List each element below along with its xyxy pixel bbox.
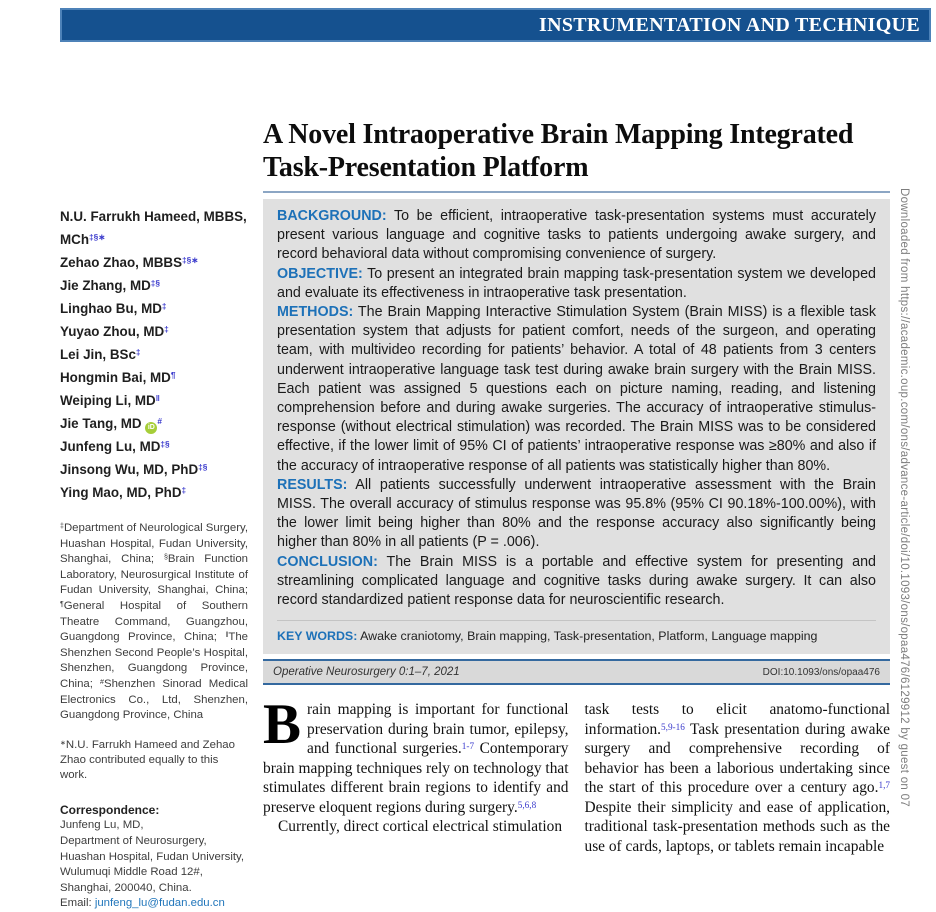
orcid-icon[interactable]: iD bbox=[145, 422, 157, 434]
author-name: Yuyao Zhou, MD‡ bbox=[60, 324, 169, 339]
body-column-left bbox=[263, 693, 569, 856]
superscript-marker: ¶ bbox=[60, 600, 64, 608]
correspondence-block bbox=[60, 803, 248, 912]
email-label: Email: bbox=[60, 897, 95, 910]
affiliation-marker: ‡§∗ bbox=[182, 255, 199, 266]
correspondence-heading: Correspondence: bbox=[60, 802, 160, 817]
body-text bbox=[263, 693, 890, 856]
abstract-section-methods: METHODS: The Brain Mapping Interactive Stimulation System (Brain MISS) is a flexible task presentation system that adjusts for patient comfort, needs of the surgeon, and operating team, with multivideo recording for patients’ behavior. A total of 48 patients from 3 centers underwent intraoperative language task test during awake brain surgery with the Brain MISS. Each patient was assigned 5 questions each on picture naming, reading, and listening comprehension before and during awake surgeries. The accuracy of intraoperative stimulus-response (without electrical stimulation) was recorded. The Brain MISS was to be considered effective, if the lower limit of 95% CI of patients’ intraoperative response was ≥80% and also if the accuracy of intraoperative response of all patients was statistically higher than 80%. bbox=[277, 304, 876, 474]
body-paragraph bbox=[263, 693, 569, 817]
abstract-section-results: RESULTS: All patients successfully underwent intraoperative assessment with the Brain MISS. The overall accuracy of stimulus response was 95.8% (95% CI 90.18%-100.00%), with the lower limit being higher than 80% and the response accuracy also significantly being higher than 80% in all patients (P = .006). bbox=[277, 476, 876, 551]
abstract-section-label: OBJECTIVE: bbox=[277, 265, 363, 282]
author-name: Junfeng Lu, MD‡§ bbox=[60, 439, 170, 454]
abstract-box bbox=[263, 199, 890, 654]
affiliation-marker: ‖ bbox=[155, 393, 160, 404]
abstract-section-label: RESULTS: bbox=[277, 476, 348, 493]
abstract-section-background: BACKGROUND: To be efficient, intraoperative task-presentation systems must accurately present various language and cognitive tasks to patients undergoing awake surgery, and record behavioral data without compromising convenience of surgery. bbox=[277, 208, 876, 263]
abstract-section-conclusion: CONCLUSION: The Brain MISS is a portable and effective system for presenting and streamlining complicated language and cognitive tasks during awake surgery. It can also record standardized patient response data for neuroscientific research. bbox=[277, 553, 876, 609]
affiliation-marker: ¶ bbox=[170, 370, 176, 381]
superscript-marker: # bbox=[100, 678, 104, 686]
correspondence-email-line bbox=[60, 896, 248, 912]
journal-citation-bar bbox=[263, 659, 890, 685]
abstract-section-label: METHODS: bbox=[277, 304, 354, 321]
superscript-marker: 5,6,8 bbox=[517, 799, 537, 810]
author-name: Ying Mao, MD, PhD‡ bbox=[60, 485, 187, 500]
superscript-marker: 1,7 bbox=[878, 780, 890, 791]
author-name: Zehao Zhao, MBBS‡§∗ bbox=[60, 255, 199, 270]
title-divider bbox=[263, 191, 890, 193]
author-name: Linghao Bu, MD‡ bbox=[60, 301, 167, 316]
abstract-sections bbox=[277, 207, 876, 610]
affiliations: ‡Department of Neurological Surgery, Huashan Hospital, Fudan University, Shanghai, China; §Brain Function Laboratory, Neurosurgical Institute of Fudan University, Shanghai, China; ¶General Hospital of Southern Theatre Command, Guangzhou, Guangdong Province, China; ‖The Shenzhen Second People’s Hospital, Shenzhen, Guangdong Province, China; #Shenzhen Sinorad Medical Electronics Co., Ltd, Shenzhen, Guangdong Province, China bbox=[60, 522, 248, 722]
body-paragraph: task tests to elicit anatomo-functional information.$^{5,9-16}$ Task presentation during awake surgery and comprehensive recording of behavior has been a laborious undertaking since the start of this procedure over a century ago.$^{1,7}$ Despite their simplicity and ease of application, traditional task-presentation methods such as the use of cards, laptops, or tablets remain incapable bbox=[584, 701, 890, 855]
author-name: N.U. Farrukh Hameed, MBBS, MCh‡§∗ bbox=[60, 209, 247, 247]
author-name: Lei Jin, BSc‡ bbox=[60, 347, 141, 362]
affiliation-marker: ‡ bbox=[164, 324, 169, 335]
abstract-section-label: BACKGROUND: bbox=[277, 208, 387, 224]
author-name: Hongmin Bai, MD¶ bbox=[60, 370, 176, 385]
doi-text: DOI:10.1093/ons/opaa476 bbox=[762, 666, 880, 678]
affiliation-marker: ‡§ bbox=[160, 439, 170, 450]
author-name: Jie Zhang, MD‡§ bbox=[60, 278, 161, 293]
journal-citation: Operative Neurosurgery 0:1–7, 2021 bbox=[273, 666, 460, 679]
body-column-right bbox=[585, 700, 891, 856]
author-name: Weiping Li, MD‖ bbox=[60, 393, 160, 408]
superscript-marker: ‖ bbox=[225, 631, 229, 639]
paragraph-text: rain mapping is important for functional preservation during brain tumor, epilepsy, and functional surgeries.$^{1-7}$ Contemporary brain mapping techniques rely on technology that stimulates different brain regions to identify and preserve eloquent regions during surgery.$^{5,6,8}$ bbox=[263, 701, 569, 816]
affiliation-marker: # bbox=[157, 416, 162, 427]
correspondence-address: Junfeng Lu, MD, Department of Neurosurgery, Huashan Hospital, Fudan University, Wulumuqi Middle Road 12#, Shanghai, 200040, China. bbox=[60, 819, 245, 894]
main-column bbox=[263, 118, 890, 856]
affiliation-marker: ‡ bbox=[181, 485, 187, 496]
article-type-banner bbox=[60, 8, 931, 42]
affiliation-marker: ‡ bbox=[135, 347, 141, 358]
download-watermark: Downloaded from https://academic.oup.com/ons/advance-article/doi/10.1093/ons/opaa476/6129912 by guest on 07 bbox=[898, 188, 910, 807]
body-paragraph: Currently, direct cortical electrical stimulation bbox=[278, 818, 563, 836]
abstract-section-label: CONCLUSION: bbox=[277, 553, 378, 570]
superscript-marker: 1-7 bbox=[461, 741, 475, 752]
author-list bbox=[60, 205, 248, 504]
abstract-section-objective: OBJECTIVE: To present an integrated brain mapping task-presentation system we developed and evaluate its effectiveness in intraoperative task presentation. bbox=[277, 265, 876, 301]
email-link[interactable]: junfeng_lu@fudan.edu.cn bbox=[94, 897, 225, 910]
keywords-text: Awake craniotomy, Brain mapping, Task-presentation, Platform, Language mapping bbox=[360, 629, 818, 644]
article-title: A Novel Intraoperative Brain Mapping Integrated Task-Presentation Platform bbox=[263, 119, 854, 183]
equal-contribution-note: ∗N.U. Farrukh Hameed and Zehao Zhao contributed equally to this work. bbox=[60, 738, 235, 781]
keywords-label: KEY WORDS: bbox=[277, 629, 358, 644]
affiliation-marker: ‡§ bbox=[198, 462, 208, 473]
affiliation-marker: ‡§∗ bbox=[89, 232, 106, 243]
author-name: Jie Tang, MD iD# bbox=[60, 412, 248, 435]
author-name: Jinsong Wu, MD, PhD‡§ bbox=[60, 462, 208, 477]
dropcap-letter: B bbox=[263, 693, 302, 757]
keywords-row bbox=[277, 620, 876, 644]
superscript-marker: ∗ bbox=[60, 739, 66, 747]
superscript-marker: ‡ bbox=[60, 522, 64, 530]
article-type-label: INSTRUMENTATION AND TECHNIQUE bbox=[539, 13, 920, 36]
superscript-marker: 5,9-16 bbox=[661, 721, 685, 732]
author-sidebar bbox=[60, 205, 248, 912]
superscript-marker: § bbox=[163, 554, 168, 562]
affiliation-marker: ‡ bbox=[161, 301, 167, 312]
affiliation-marker: ‡§ bbox=[150, 278, 161, 289]
